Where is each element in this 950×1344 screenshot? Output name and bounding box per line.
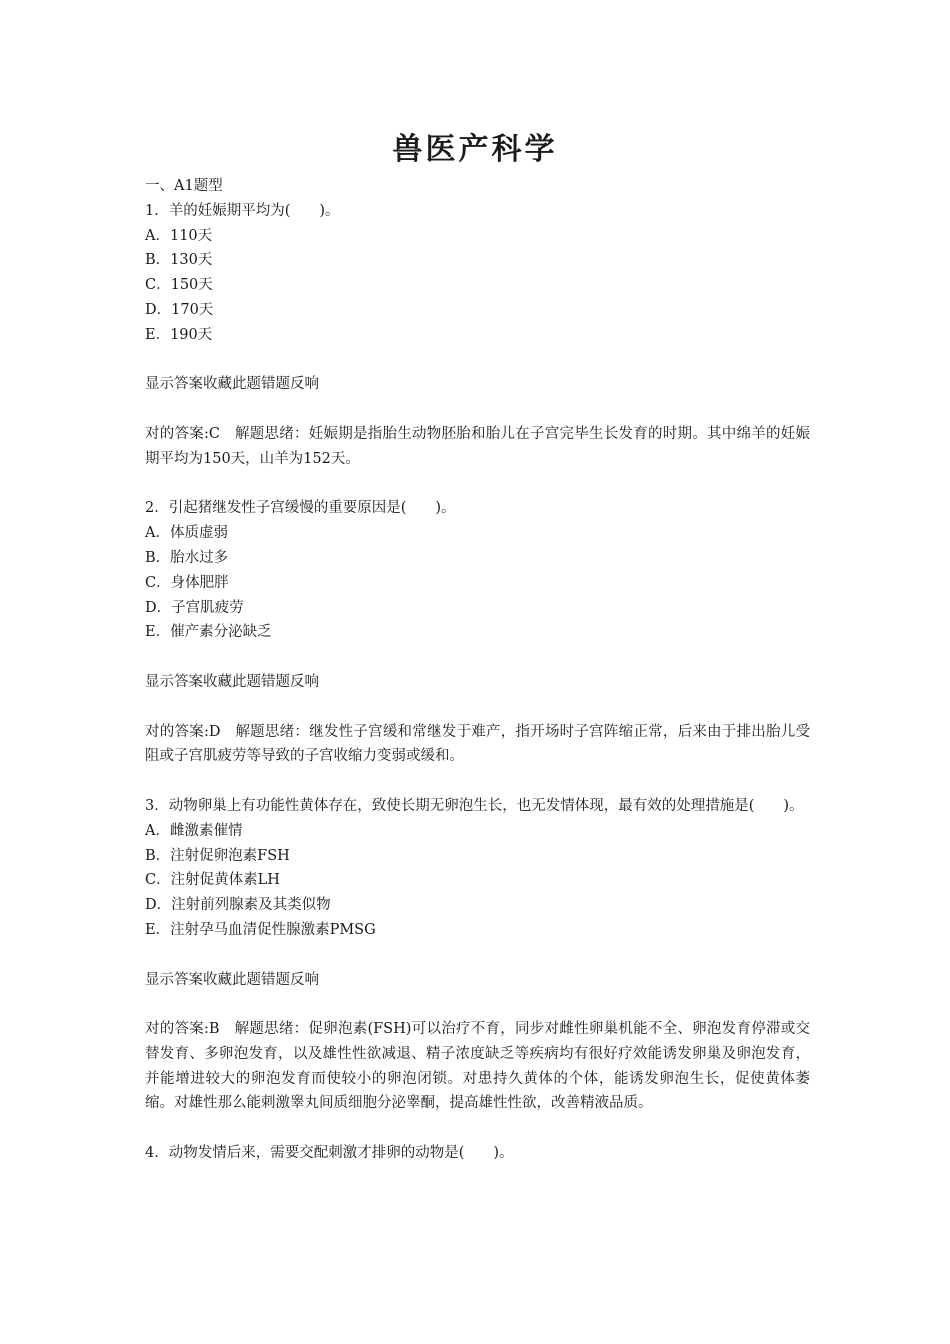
option-e: E．催产素分泌缺乏 — [145, 624, 272, 641]
option-b: B．130天 — [145, 252, 213, 269]
show-answer-link[interactable]: 显示答案 — [145, 971, 203, 988]
spacer — [145, 992, 810, 1017]
option-e: E．190天 — [145, 326, 213, 343]
report-error-link[interactable]: 错题反响 — [261, 376, 319, 393]
question-2 — [145, 496, 810, 794]
option-b: B．注射促卵泡素FSH — [145, 847, 290, 864]
spacer — [145, 1116, 810, 1141]
option-c: C．身体肥胖 — [145, 574, 229, 591]
spacer — [145, 472, 810, 497]
show-answer-link[interactable]: 显示答案 — [145, 376, 203, 393]
option-d: D．子宫肌疲劳 — [145, 599, 244, 616]
option-d: D．170天 — [145, 301, 214, 318]
spacer — [145, 695, 810, 720]
report-error-link[interactable]: 错题反响 — [261, 971, 319, 988]
answer-explanation: 对的答案:C 解题思绪：妊娠期是指胎生动物胚胎和胎儿在子宫完毕生长发育的时期。其中绵羊的妊娠期平均为150天，山羊为152天。 — [145, 425, 810, 467]
favorite-link[interactable]: 收藏此题 — [203, 673, 261, 690]
favorite-link[interactable]: 收藏此题 — [203, 971, 261, 988]
option-b: B．胎水过多 — [145, 549, 229, 566]
question-1 — [145, 199, 810, 497]
option-d: D．注射前列腺素及其类似物 — [145, 897, 331, 914]
option-c: C．注射促黄体素LH — [145, 872, 280, 889]
option-e: E．注射孕马血清促性腺激素PMSG — [145, 921, 376, 938]
answer-actions — [145, 372, 810, 397]
option-a: A．体质虚弱 — [145, 525, 228, 542]
question-stem: 1．羊的妊娠期平均为( )。 — [145, 202, 340, 219]
spacer — [145, 645, 810, 670]
option-c: C．150天 — [145, 277, 213, 294]
spacer — [145, 348, 810, 373]
page-title: 兽医产科学 — [392, 132, 558, 167]
spacer — [145, 769, 810, 794]
spacer — [145, 397, 810, 422]
report-error-link[interactable]: 错题反响 — [261, 673, 319, 690]
answer-actions — [145, 968, 810, 993]
question-stem: 2．引起猪继发性子宫缓慢的重要原因是( )。 — [145, 500, 456, 517]
section-heading: 一、A1题型 — [145, 178, 223, 194]
question-stem: 3．动物卵巢上有功能性黄体存在，致使长期无卵泡生长，也无发情体现，最有效的处理措施是( )。 — [145, 797, 804, 814]
question-3 — [145, 794, 810, 1141]
option-a: A．雌激素催情 — [145, 822, 243, 839]
question-4 — [145, 1141, 810, 1166]
answer-actions — [145, 670, 810, 695]
show-answer-link[interactable]: 显示答案 — [145, 673, 203, 690]
favorite-link[interactable]: 收藏此题 — [203, 376, 261, 393]
question-stem: 4．动物发情后来，需要交配刺激才排卵的动物是( )。 — [145, 1145, 514, 1162]
option-a: A．110天 — [145, 227, 213, 244]
answer-explanation: 对的答案:D 解题思绪：继发性子宫缓和常继发于难产，指开场时子宫阵缩正常，后来由于排出胎儿受阻或子宫肌疲劳等导致的子宫收缩力变弱或缓和。 — [145, 723, 810, 765]
spacer — [145, 943, 810, 968]
question-list — [145, 174, 810, 1166]
answer-explanation: 对的答案:B 解题思绪：促卵泡素(FSH)可以治疗不育，同步对雌性卵巢机能不全、卵泡发育停滞或交替发育、多卵泡发育，以及雄性性欲减退、精子浓度缺乏等疾病均有很好疗效能诱发卵巢及卵泡发育，并能增进较大的卵泡发育而使较小的卵泡闭锁。对患持久黄体的个体，能诱发卵泡生长，促使黄体萎缩。对雄性那么能刺激睾丸间质细胞分泌睾酮，提高雄性性欲，改善精液品质。 — [145, 1021, 810, 1112]
